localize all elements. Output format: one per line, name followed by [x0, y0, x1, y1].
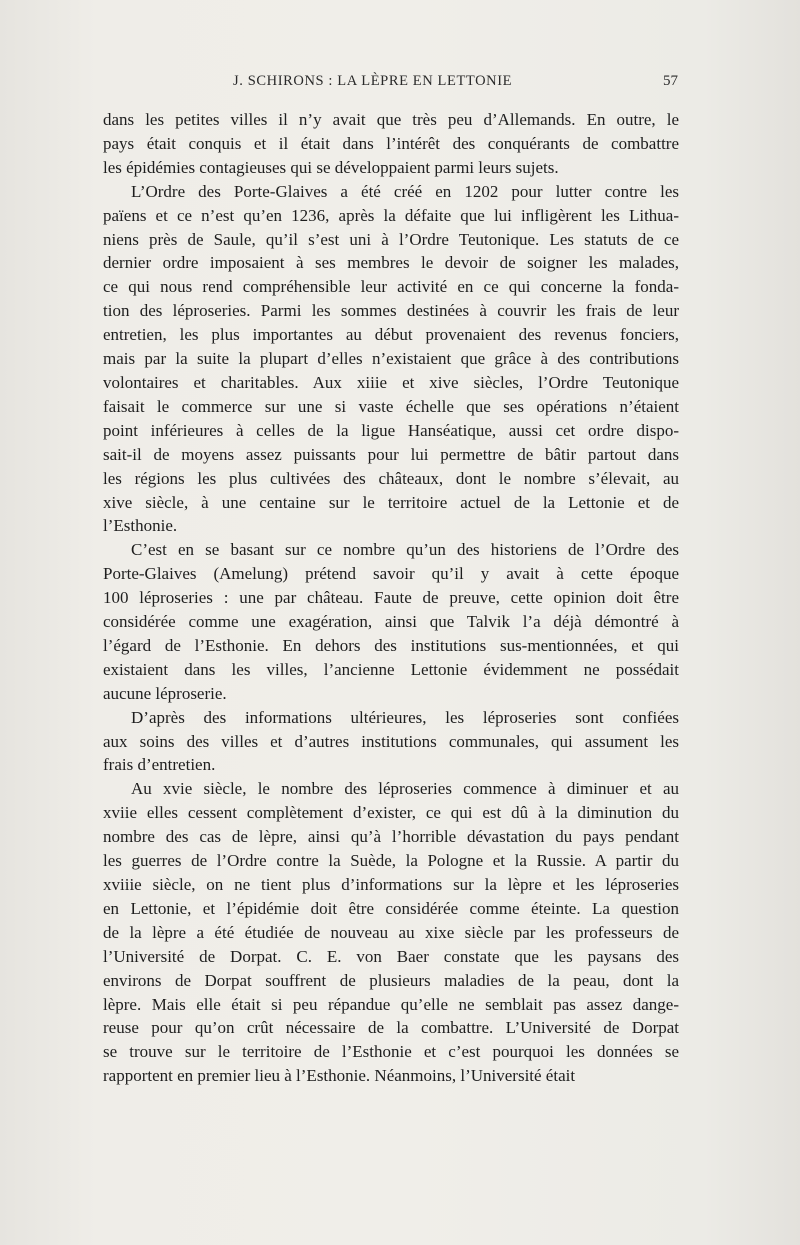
text-line: C’est en se basant sur ce nombre qu’un des historiens de l’Ordre des	[131, 540, 679, 560]
text-line: faisait le commerce sur une si vaste échelle que ses opérations n’étaient	[103, 396, 679, 416]
text-line: 100 léproseries : une par château. Faute de preuve, cette opinion doit être	[103, 588, 679, 608]
text-line: les régions les plus cultivées des châteaux, dont le nombre s’élevait, au	[103, 468, 679, 488]
text-line: païens et ce n’est qu’en 1236, après la défaite que lui infligèrent les Lithua-	[103, 205, 679, 225]
text-line: l’égard de l’Esthonie. En dehors des institutions sus-mentionnées, et qui	[103, 635, 679, 655]
page-header	[100, 73, 682, 95]
text-line: environs de Dorpat souffrent de plusieurs maladies de la peau, dont la	[103, 970, 679, 990]
text-line: mais par la suite la plupart d’elles n’existaient que grâce à des contributions	[103, 349, 679, 369]
text-line: entretien, les plus importantes au début provenaient des revenus fonciers,	[103, 325, 679, 345]
text-line: les guerres de l’Ordre contre la Suède, la Pologne et la Russie. A partir du	[103, 851, 679, 871]
text-line: D’après des informations ultérieures, les léproseries sont confiées	[131, 707, 679, 727]
paragraph	[103, 108, 679, 180]
page-number: 57	[663, 73, 678, 89]
text-line: de la lèpre a été étudiée de nouveau au xixe siècle par les professeurs de	[103, 922, 679, 942]
text-line: Au xvie siècle, le nombre des léproseries commence à diminuer et au	[131, 779, 679, 799]
body-text	[103, 108, 679, 1088]
paragraph	[103, 180, 679, 539]
text-line: Porte-Glaives (Amelung) prétend savoir qu’il y avait à cette époque	[103, 564, 679, 584]
paragraph	[103, 777, 679, 1088]
paragraph	[103, 538, 679, 705]
text-line: aux soins des villes et d’autres institutions communales, qui assument les	[103, 731, 679, 751]
text-line: volontaires et charitables. Aux xiiie et xive siècles, l’Ordre Teutonique	[103, 372, 679, 392]
text-line: pays était conquis et il était dans l’intérêt des conquérants de combattre	[103, 133, 679, 153]
text-line: les épidémies contagieuses qui se développaient parmi leurs sujets.	[103, 157, 559, 177]
text-line: l’Esthonie.	[103, 516, 178, 536]
text-line: point inférieures à celles de la ligue Hanséatique, aussi cet ordre dispo-	[103, 420, 679, 440]
text-line: dans les petites villes il n’y avait que très peu d’Allemands. En outre, le	[103, 110, 679, 129]
text-line: frais d’entretien.	[103, 755, 216, 775]
text-line: se trouve sur le territoire de l’Esthonie et c’est pourquoi les données se	[103, 1042, 679, 1062]
running-title: J. SCHIRONS : LA LÈPRE EN LETTONIE	[233, 73, 513, 89]
text-line: nombre des cas de lèpre, ainsi qu’à l’horrible dévastation du pays pendant	[103, 827, 679, 847]
text-line: lèpre. Mais elle était si peu répandue qu’elle ne semblait pas assez dange-	[103, 994, 679, 1014]
text-line: reuse pour qu’on crût nécessaire de la combattre. L’Université de Dorpat	[103, 1018, 679, 1038]
paragraph	[103, 706, 679, 778]
text-line: ce qui nous rend compréhensible leur activité en ce qui concerne la fonda-	[103, 277, 679, 297]
text-line: l’Université de Dorpat. C. E. von Baer constate que les paysans des	[103, 946, 679, 966]
text-line: existaient dans les villes, l’ancienne Lettonie évidemment ne possédait	[103, 659, 679, 679]
text-line: rapportent en premier lieu à l’Esthonie. Néanmoins, l’Université était	[103, 1066, 576, 1086]
text-line: xive siècle, à une centaine sur le territoire actuel de la Lettonie et de	[103, 492, 679, 512]
text-line: xviie elles cessent complètement d’exister, ce qui est dû à la diminution du	[103, 803, 679, 823]
text-line: L’Ordre des Porte-Glaives a été créé en 1202 pour lutter contre les	[131, 181, 679, 201]
text-line: considérée comme une exagération, ainsi que Talvik l’a déjà démontré à	[103, 612, 679, 632]
text-line: niens près de Saule, qu’il s’est uni à l’Ordre Teutonique. Les statuts de ce	[103, 229, 679, 249]
text-line: sait-il de moyens assez puissants pour lui permettre de bâtir partout dans	[103, 444, 679, 464]
text-line: aucune léproserie.	[103, 683, 227, 703]
text-line: tion des léproseries. Parmi les sommes destinées à couvrir les frais de leur	[103, 301, 679, 321]
text-line: dernier ordre imposaient à ses membres le devoir de soigner les malades,	[103, 253, 679, 273]
text-line: xviiie siècle, on ne tient plus d’informations sur la lèpre et les léproseries	[103, 875, 679, 894]
text-line: en Lettonie, et l’épidémie doit être considérée comme éteinte. La question	[103, 898, 679, 918]
